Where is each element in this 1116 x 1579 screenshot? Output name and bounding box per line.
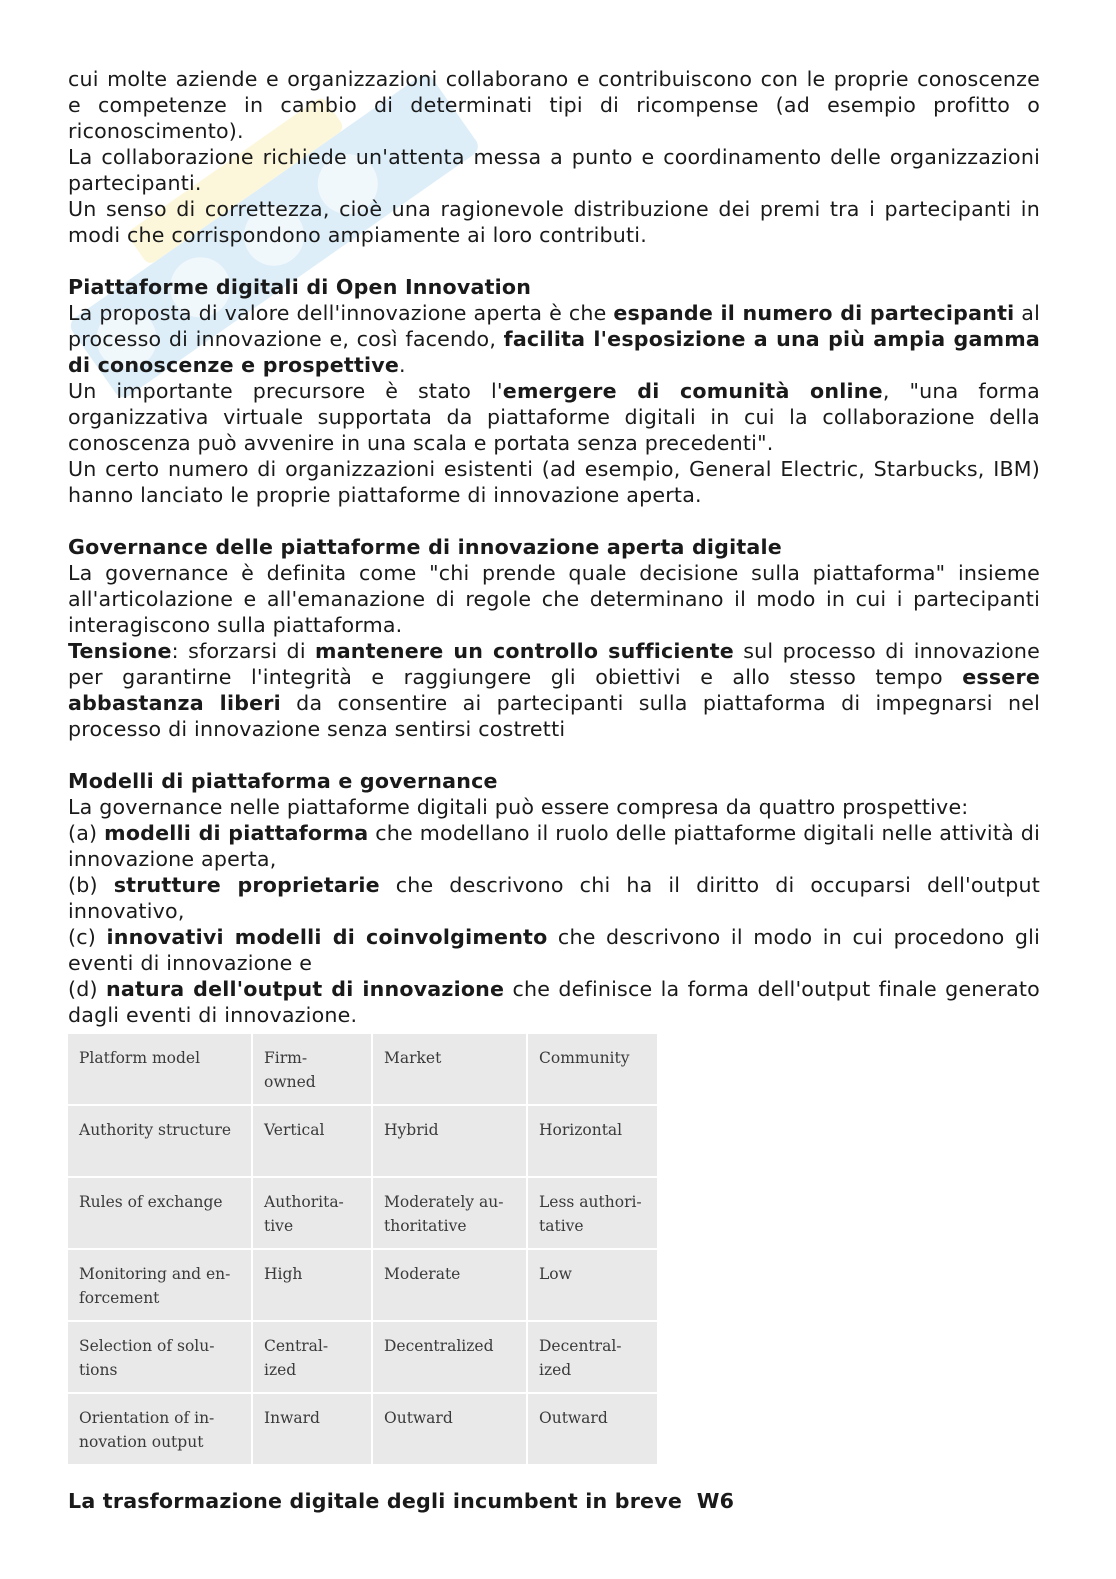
table-cell: Hybrid	[373, 1106, 526, 1176]
section2-paragraph-1: La governance è definita come "chi prende quale decisione sulla piattaforma" insieme all'articolazione e all'emanazione di regole che determinano il modo in cui i partecipanti interagiscono sulla piattaforma.	[68, 561, 1040, 637]
document-page	[68, 66, 1040, 1514]
intro-paragraph-3: Un senso di correttezza, cioè una ragionevole distribuzione dei premi tra i partecipanti in modi che corrispondono ampiamente ai loro contributi.	[68, 197, 1040, 247]
table-cell: Platform model	[68, 1034, 251, 1104]
table-cell: Low	[528, 1250, 657, 1320]
list-item-c: (c) innovativi modelli di coinvolgimento che descrivono il modo in cui procedono gli eventi di innovazione e	[68, 925, 1040, 975]
section1-paragraph-2: Un importante precursore è stato l'emergere di comunità online, "una forma organizzativa virtuale supportata da piattaforme digitali in cui la collaborazione della conoscenza può avvenire in una scala e portata senza precedenti".	[68, 379, 1040, 455]
table-cell: Outward	[373, 1394, 526, 1464]
table-row	[68, 1178, 657, 1248]
table-cell: Market	[373, 1034, 526, 1104]
table-row	[68, 1394, 657, 1464]
table-row	[68, 1322, 657, 1392]
table-cell: Inward	[253, 1394, 371, 1464]
section-heading-governance: Governance delle piattaforme di innovazione aperta digitale	[68, 535, 782, 559]
table-row	[68, 1250, 657, 1320]
list-item-a: (a) modelli di piattaforma che modellano il ruolo delle piattaforme digitali nelle attività di innovazione aperta,	[68, 821, 1040, 871]
section-heading-open-innovation: Piattaforme digitali di Open Innovation	[68, 275, 532, 299]
table-cell: Less authori- tative	[528, 1178, 657, 1248]
table-cell: Moderately au- thoritative	[373, 1178, 526, 1248]
table-cell: Rules of exchange	[68, 1178, 251, 1248]
table-cell: Authority structure	[68, 1106, 251, 1176]
table-cell: Outward	[528, 1394, 657, 1464]
list-item-b: (b) strutture proprietarie che descrivono chi ha il diritto di occuparsi dell'output innovativo,	[68, 873, 1040, 923]
section1-paragraph-3: Un certo numero di organizzazioni esistenti (ad esempio, General Electric, Starbucks, IBM) hanno lanciato le proprie piattaforme di innovazione aperta.	[68, 457, 1040, 507]
intro-paragraph-1: cui molte aziende e organizzazioni collaborano e contribuiscono con le proprie conoscenze e competenze in cambio di determinati tipi di ricompense (ad esempio profitto o riconoscimento).	[68, 67, 1040, 143]
table-cell: High	[253, 1250, 371, 1320]
section-heading-platform-models: Modelli di piattaforma e governance	[68, 769, 498, 793]
section2-paragraph-2: Tensione: sforzarsi di mantenere un controllo sufficiente sul processo di innovazione per garantirne l'integrità e raggiungere gli obiettivi e allo stesso tempo essere abbastanza liberi da consentire ai partecipanti sulla piattaforma di impegnarsi nel processo di innovazione senza sentirsi costretti	[68, 639, 1041, 741]
list-item-d: (d) natura dell'output di innovazione che definisce la forma dell'output finale generato dagli eventi di innovazione.	[68, 977, 1040, 1027]
table-cell: Vertical	[253, 1106, 371, 1176]
section-heading-digital-transformation: La trasformazione digitale degli incumbent in breve W6	[68, 1489, 735, 1513]
table-cell: Decentralized	[373, 1322, 526, 1392]
table-cell: Selection of solu- tions	[68, 1322, 251, 1392]
table-cell: Orientation of in- novation output	[68, 1394, 251, 1464]
table-cell: Central- ized	[253, 1322, 371, 1392]
section3-intro: La governance nelle piattaforme digitali può essere compresa da quattro prospettive:	[68, 795, 969, 819]
intro-paragraph-2: La collaborazione richiede un'attenta messa a punto e coordinamento delle organizzazioni partecipanti.	[68, 145, 1040, 195]
table-cell: Authorita- tive	[253, 1178, 371, 1248]
table-row	[68, 1106, 657, 1176]
table-cell: Firm- owned	[253, 1034, 371, 1104]
platform-governance-table	[66, 1032, 659, 1466]
table-cell: Decentral- ized	[528, 1322, 657, 1392]
table-cell: Community	[528, 1034, 657, 1104]
table-cell: Moderate	[373, 1250, 526, 1320]
table-row	[68, 1034, 657, 1104]
table-cell: Horizontal	[528, 1106, 657, 1176]
section1-paragraph-1: La proposta di valore dell'innovazione aperta è che espande il numero di partecipanti al processo di innovazione e, così facendo, facilita l'esposizione a una più ampia gamma di conoscenze e prospettive.	[68, 301, 1040, 377]
table-cell: Monitoring and en- forcement	[68, 1250, 251, 1320]
